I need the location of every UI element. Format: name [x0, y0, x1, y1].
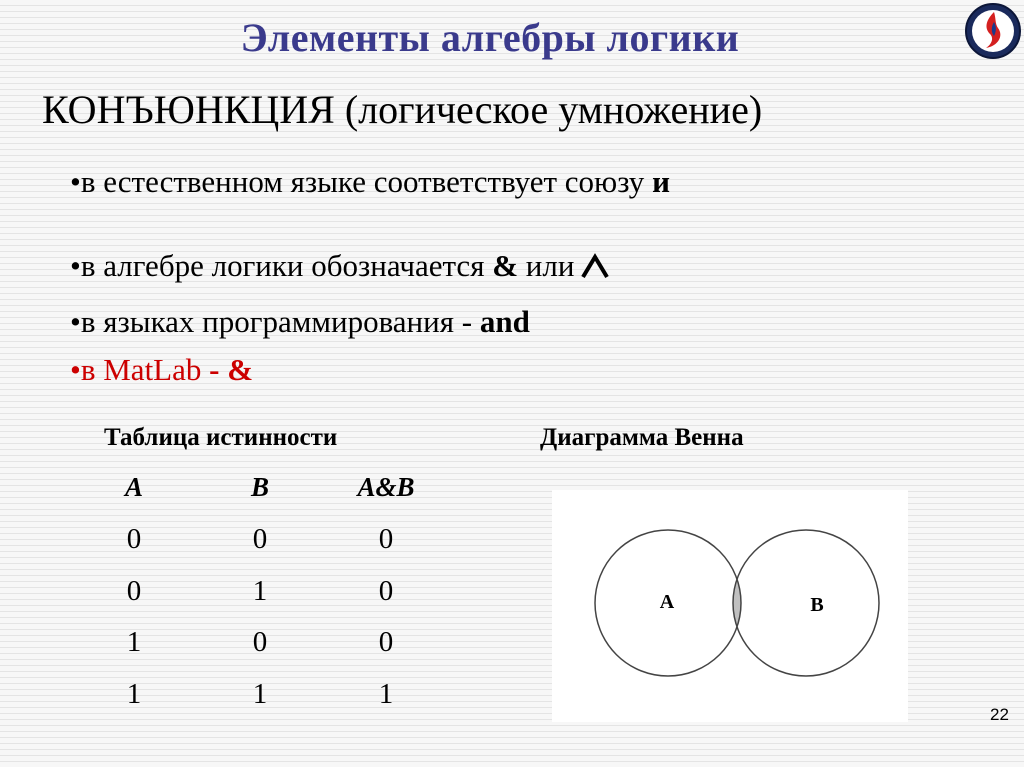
venn-diagram: [552, 490, 908, 722]
bullet-matlab: [70, 352, 253, 388]
bullet-natural-language: [70, 164, 670, 200]
table-cell: 0: [378, 626, 394, 658]
venn-circle-b: [733, 530, 879, 676]
slide-title: Элементы алгебры логики: [240, 15, 740, 60]
bullet-strong: и: [652, 164, 670, 199]
bullet-text: в MatLab: [80, 352, 210, 387]
bullet-text: в естественном языке соответствует союзу: [80, 164, 653, 199]
venn-diagram-title: Диаграмма Венна: [540, 424, 744, 451]
flame-emblem-icon: [964, 2, 1022, 60]
table-header-a: A: [124, 472, 143, 502]
bullet-marker: •: [70, 248, 81, 283]
table-cell: 1: [252, 575, 268, 607]
bullet-text: в алгебре логики обозначается: [80, 248, 493, 283]
table-cell: 0: [252, 523, 268, 555]
bullet-marker: •: [70, 164, 81, 199]
venn-label-b: B: [810, 594, 824, 616]
table-header-a-and-b: A&B: [357, 472, 415, 502]
venn-label-a: A: [659, 591, 675, 613]
table-cell: 0: [252, 626, 268, 658]
truth-table-title: Таблица истинности: [104, 424, 338, 451]
table-cell: 1: [126, 626, 142, 658]
bullet-strong: &: [492, 248, 519, 283]
table-cell: 1: [126, 678, 142, 710]
page-number: 22: [990, 705, 1009, 724]
bullet-logic-algebra: [70, 248, 610, 287]
table-header-b: B: [250, 472, 269, 502]
table-cell: 1: [378, 678, 394, 710]
bullet-programming: [70, 304, 530, 340]
slide-subtitle: КОНЪЮНКЦИЯ (логическое умножение): [42, 87, 763, 132]
table-cell: 1: [252, 678, 268, 710]
bullet-strong: - &: [209, 352, 254, 387]
wedge-icon: [580, 251, 610, 287]
bullet-marker: •: [70, 352, 81, 387]
bullet-marker: •: [70, 304, 81, 339]
bullet-text: в языках программирования -: [80, 304, 480, 339]
table-cell: 0: [126, 575, 142, 607]
bullet-strong: and: [479, 304, 530, 339]
table-cell: 0: [126, 523, 142, 555]
bullet-text-2: или: [518, 248, 575, 283]
table-cell: 0: [378, 523, 394, 555]
table-cell: 0: [378, 575, 394, 607]
